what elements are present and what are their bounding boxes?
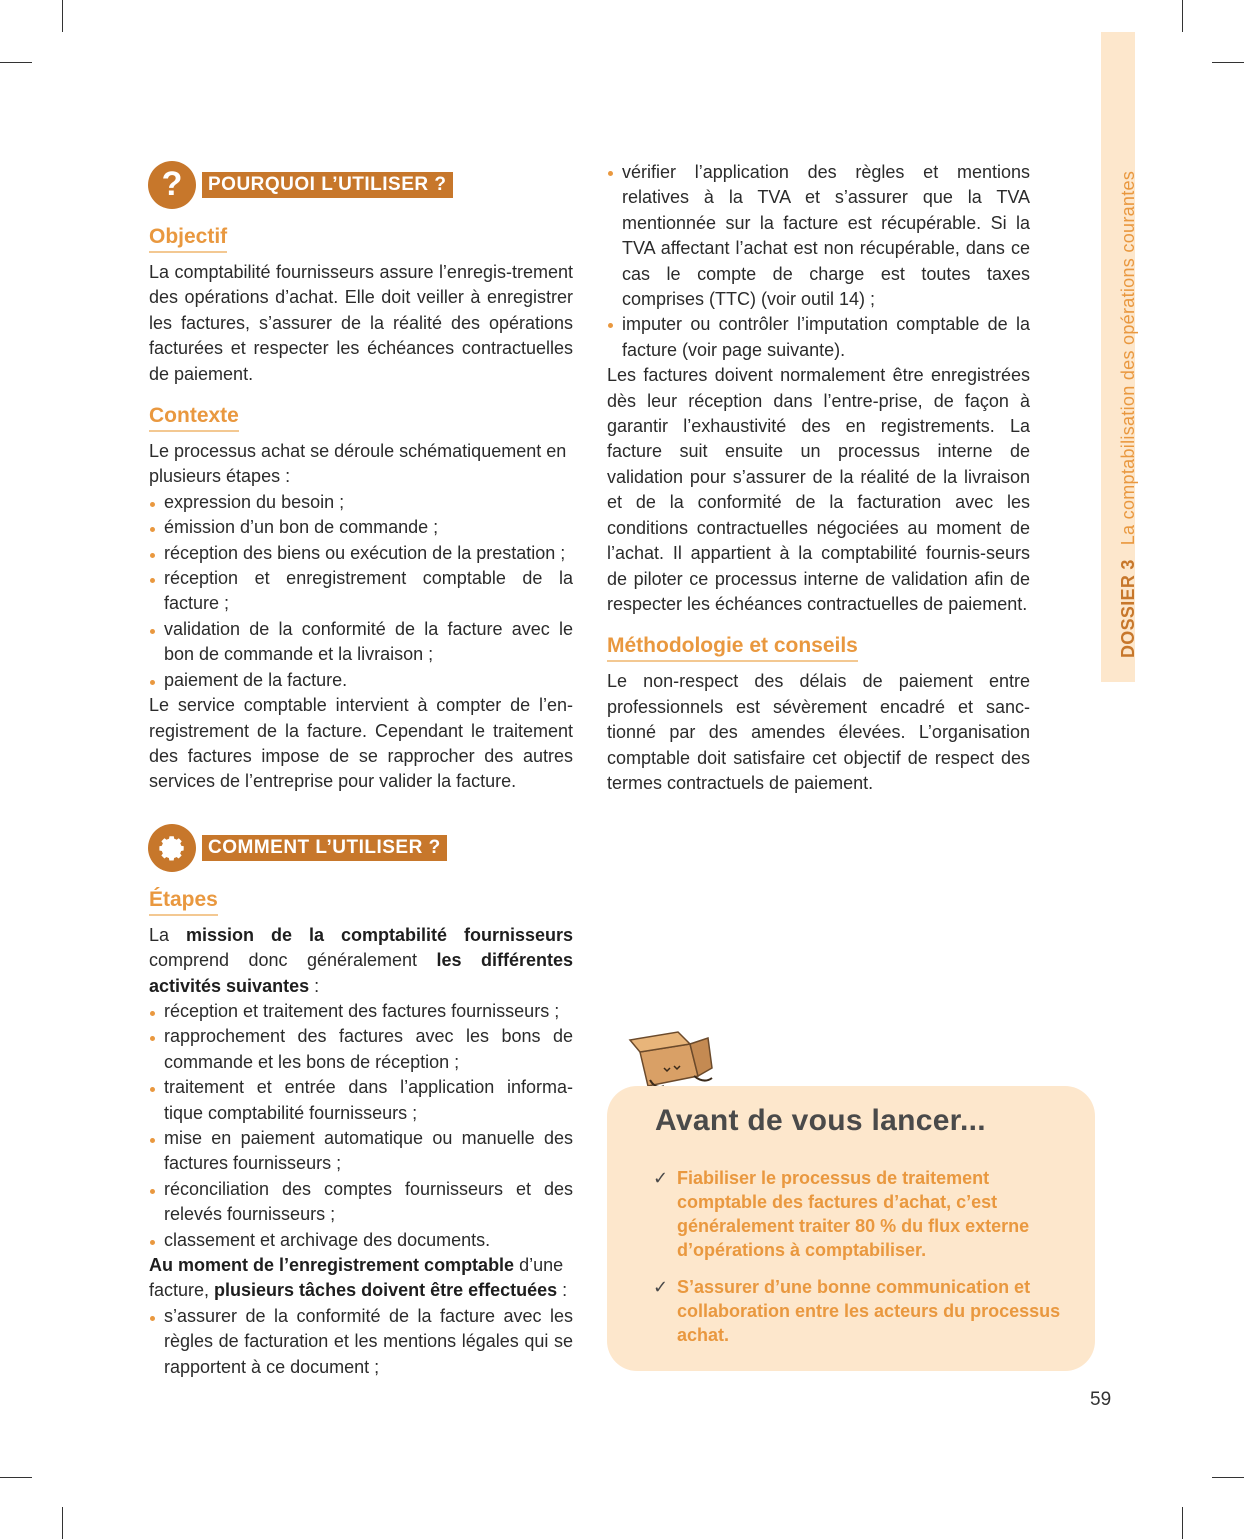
gear-icon (148, 824, 196, 872)
tip-item (653, 1275, 1063, 1347)
text-bold: plusieurs tâches doivent être effectuées (214, 1280, 558, 1301)
tip-text: S’assurer d’une bonne communication et collaboration entre les acteurs du processus achat. (677, 1277, 1061, 1345)
dossier-label: DOSSIER 3 (1118, 559, 1138, 658)
list-item: classement et archivage des documents. (149, 1228, 573, 1253)
text-bold: les différentes activités suivantes (149, 950, 573, 996)
list-item: mise en paiement automatique ou manuelle des factures fournisseurs ; (149, 1126, 573, 1177)
crop-mark (1182, 1507, 1183, 1539)
side-tab-text (1118, 171, 1138, 658)
list-item: validation de la conformité de la facture avec le bon de commande et la livraison ; (149, 617, 573, 668)
objectif-text: La comptabilité fournisseurs assure l’enregis-trement des opérations d’achat. Elle doit veiller à enregistrer les factures, s’assurer de la réalité des opérations facturées et respecter les échéances contractuelles de paiement. (149, 262, 573, 384)
crop-mark (0, 1477, 32, 1478)
box-mascot-icon (628, 1030, 718, 1092)
text-run: : (557, 1280, 568, 1301)
crop-mark (1182, 0, 1183, 32)
list-item: réception et enregistrement comptable de la facture ; (149, 566, 573, 617)
list-item: émission d’un bon de commande ; (149, 515, 573, 540)
list-item: réconciliation des comptes fournisseurs et des relevés fournisseurs ; (149, 1177, 573, 1228)
crop-mark (62, 0, 63, 32)
registration-paragraph: Les factures doivent normalement être enregistrées dès leur réception dans l’entre-prise, de façon à garantir l’exhaustivité des en registrements. La facture suit ensuite un processus interne de validation pour s’assurer de la réalité de la livraison et de la conformité de la facturation avec les conditions contractuelles négociées au moment de l’achat. Il appartient à la comptabilité fournis-seurs de piloter ce processus interne de validation afin de respecter les échéances contractuelles de paiement. (607, 365, 1030, 614)
list-item: expression du besoin ; (149, 490, 573, 515)
text-run: : (309, 975, 320, 996)
list-item: paiement de la facture. (149, 668, 573, 693)
list-item: s’assurer de la conformité de la facture avec les règles de facturation et les mentions légales qui se rapportent à ce document ; (149, 1304, 573, 1380)
banner-comment (148, 823, 573, 873)
tips-box-title: Avant de vous lancer... (655, 1104, 986, 1137)
list-item: traitement et entrée dans l’application informa-tique comptabilité fournisseurs ; (149, 1075, 573, 1126)
list-item: réception et traitement des factures fournisseurs ; (149, 999, 573, 1024)
check-icon: ✓ (653, 1277, 669, 1297)
section-title-methodo: Méthodologie et conseils (607, 633, 858, 662)
text-run: d’une facture, (149, 1255, 564, 1301)
question-mark-icon: ? (148, 161, 196, 209)
banner-pourquoi (148, 160, 573, 210)
page-number: 59 (1090, 1389, 1112, 1410)
crop-mark (62, 1507, 63, 1539)
text-run: La (149, 924, 186, 945)
section-title-objectif: Objectif (149, 224, 227, 253)
tasks-list-right (607, 160, 1030, 363)
banner-comment-label: COMMENT L’UTILISER ? (202, 835, 447, 861)
left-column (149, 160, 573, 1380)
contexte-intro: Le processus achat se déroule schématiquement en plusieurs étapes : (149, 441, 567, 487)
methodo-text: Le non-respect des délais de paiement entre professionnels est sévèrement encadré et sanc-tionné par des amendes élevées. L’organisation comptable doit satisfaire cet objectif de respect des termes contractuels de paiement. (607, 671, 1030, 793)
text-run: comprend donc généralement (149, 950, 437, 971)
contexte-list (149, 490, 573, 693)
section-title-contexte: Contexte (149, 403, 239, 432)
text-bold: mission de la comptabilité fournisseurs (186, 924, 573, 945)
crop-mark (1212, 1477, 1244, 1478)
etapes-list (149, 999, 573, 1253)
etapes-p2 (149, 1253, 573, 1304)
tasks-list-left (149, 1304, 573, 1380)
tips-box (607, 1086, 1095, 1371)
tip-text: Fiabiliser le processus de traitement comptable des factures d’achat, c’est généralement traiter 80 % du flux externe d’opérations à comptabiliser. (677, 1168, 1030, 1260)
contexte-outro: Le service comptable intervient à compter de l’en-registrement de la facture. Cependant le traitement des factures impose de se rapprocher des autres services de l’entreprise pour valider la facture. (149, 695, 573, 792)
tip-item (653, 1166, 1063, 1262)
crop-mark (0, 62, 32, 63)
right-column (607, 160, 1030, 796)
dossier-subtitle: La comptabilisation des opérations courantes (1118, 170, 1138, 546)
tips-list (653, 1166, 1063, 1360)
crop-mark (1212, 62, 1244, 63)
text-bold: Au moment de l’enregistrement comptable (149, 1255, 515, 1275)
banner-pourquoi-label: POURQUOI L’UTILISER ? (202, 172, 453, 198)
list-item: vérifier l’application des règles et mentions relatives à la TVA et s’assurer que la TVA mentionnée sur la facture est récupérable. Si la TVA affectant l’achat est non récupérable, dans ce cas le compte de charge est toutes taxes comprises (TTC) (voir outil 14) ; (607, 160, 1030, 312)
list-item: rapprochement des factures avec les bons de commande et les bons de réception ; (149, 1024, 573, 1075)
section-title-etapes: Étapes (149, 887, 218, 916)
list-item: réception des biens ou exécution de la prestation ; (149, 541, 573, 566)
etapes-intro (149, 923, 573, 999)
gear-icon-glyph (157, 833, 187, 863)
check-icon: ✓ (653, 1168, 669, 1188)
list-item: imputer ou contrôler l’imputation comptable de la facture (voir page suivante). (607, 312, 1030, 363)
